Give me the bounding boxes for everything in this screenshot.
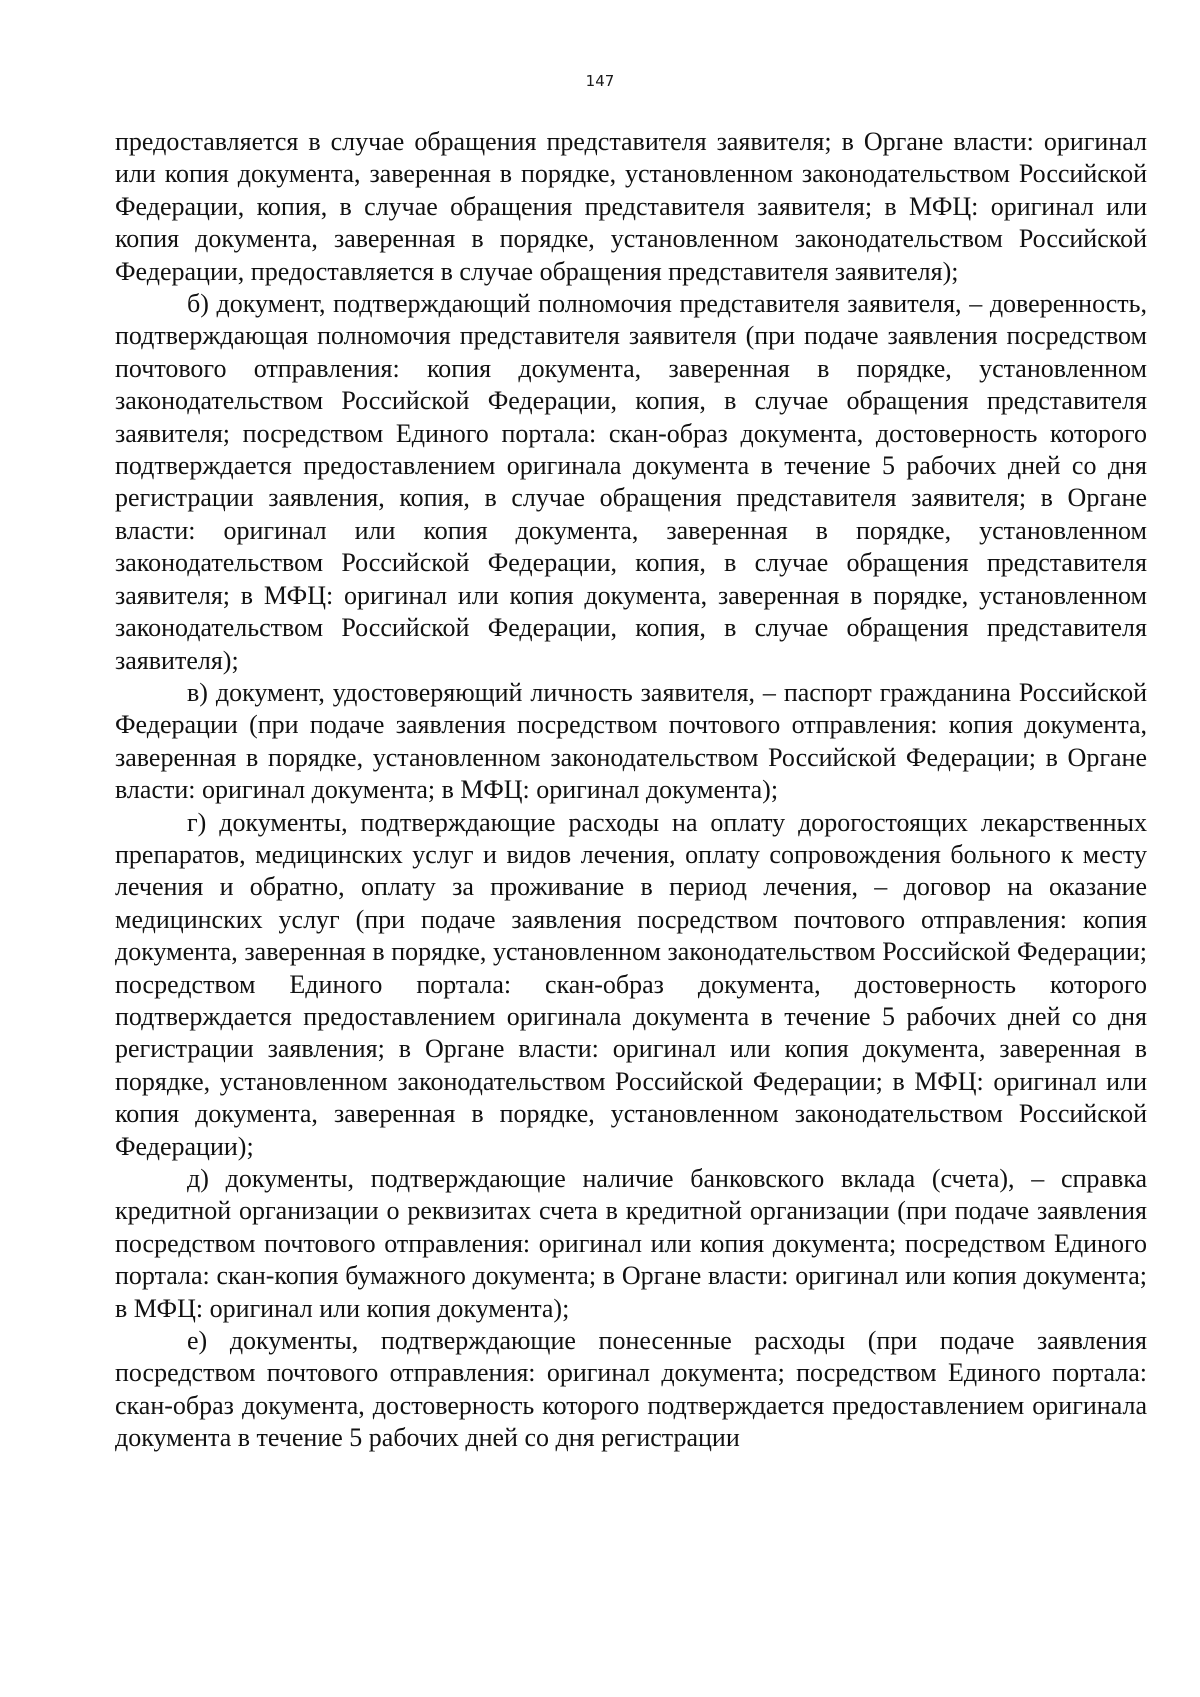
paragraph-item-b: б) документ, подтверждающий полномочия представителя заявителя, – доверенность, подтверждающая полномочия представителя заявителя (при подаче заявления посредством почтового отправления: копия документа, заверенная в порядке, установленном законодательством Российской Федерации, копия, в случае обращения представителя заявителя; посредством Единого портала: скан-образ документа, достоверность которого подтверждается предоставлением оригинала документа в течение 5 рабочих дней со дня регистрации заявления, копия, в случае обращения представителя заявителя; в Органе власти: оригинал или копия документа, заверенная в порядке, установленном законодательством Российской Федерации, копия, в случае обращения представителя заявителя; в МФЦ: оригинал или копия документа, заверенная в порядке, установленном законодательством Российской Федерации, копия, в случае обращения представителя заявителя); (115, 289, 1147, 675)
page-number: 147 (585, 72, 615, 90)
paragraph-item-v: в) документ, удостоверяющий личность заявителя, – паспорт гражданина Российской Федерации (при подаче заявления посредством почтового отправления: копия документа, заверенная в порядке, установленном законодательством Российской Федерации; в Органе власти: оригинал документа; в МФЦ: оригинал документа); (115, 677, 1147, 805)
paragraph-item-d: д) документы, подтверждающие наличие банковского вклада (счета), – справка кредитной организации о реквизитах счета в кредитной организации (при подаче заявления посредством почтового отправления: оригинал или копия документа; посредством Единого портала: скан-копия бумажного документа; в Органе власти: оригинал или копия документа; в МФЦ: оригинал или копия документа); (115, 1164, 1147, 1323)
paragraph-continuation: предоставляется в случае обращения представителя заявителя; в Органе власти: оригинал или копия документа, заверенная в порядке, установленном законодательством Российской Федерации, копия, в случае обращения представителя заявителя; в МФЦ: оригинал или копия документа, заверенная в порядке, установленном законодательством Российской Федерации, предоставляется в случае обращения представителя заявителя); (115, 127, 1147, 286)
document-body (115, 126, 1147, 1455)
paragraph-item-g: г) документы, подтверждающие расходы на оплату дорогостоящих лекарственных препаратов, медицинских услуг и видов лечения, оплату сопровождения больного к месту лечения и обратно, оплату за проживание в период лечения, – договор на оказание медицинских услуг (при подаче заявления посредством почтового отправления: копия документа, заверенная в порядке, установленном законодательством Российской Федерации; посредством Единого портала: скан-образ документа, достоверность которого подтверждается предоставлением оригинала документа в течение 5 рабочих дней со дня регистрации заявления; в Органе власти: оригинал или копия документа, заверенная в порядке, установленном законодательством Российской Федерации; в МФЦ: оригинал или копия документа, заверенная в порядке, установленном законодательством Российской Федерации); (115, 807, 1147, 1161)
paragraph-item-e: е) документы, подтверждающие понесенные расходы (при подаче заявления посредством почтового отправления: оригинал документа; посредством Единого портала: скан-образ документа, достоверность которого подтверждается предоставлением оригинала документа в течение 5 рабочих дней со дня регистрации (115, 1326, 1147, 1453)
